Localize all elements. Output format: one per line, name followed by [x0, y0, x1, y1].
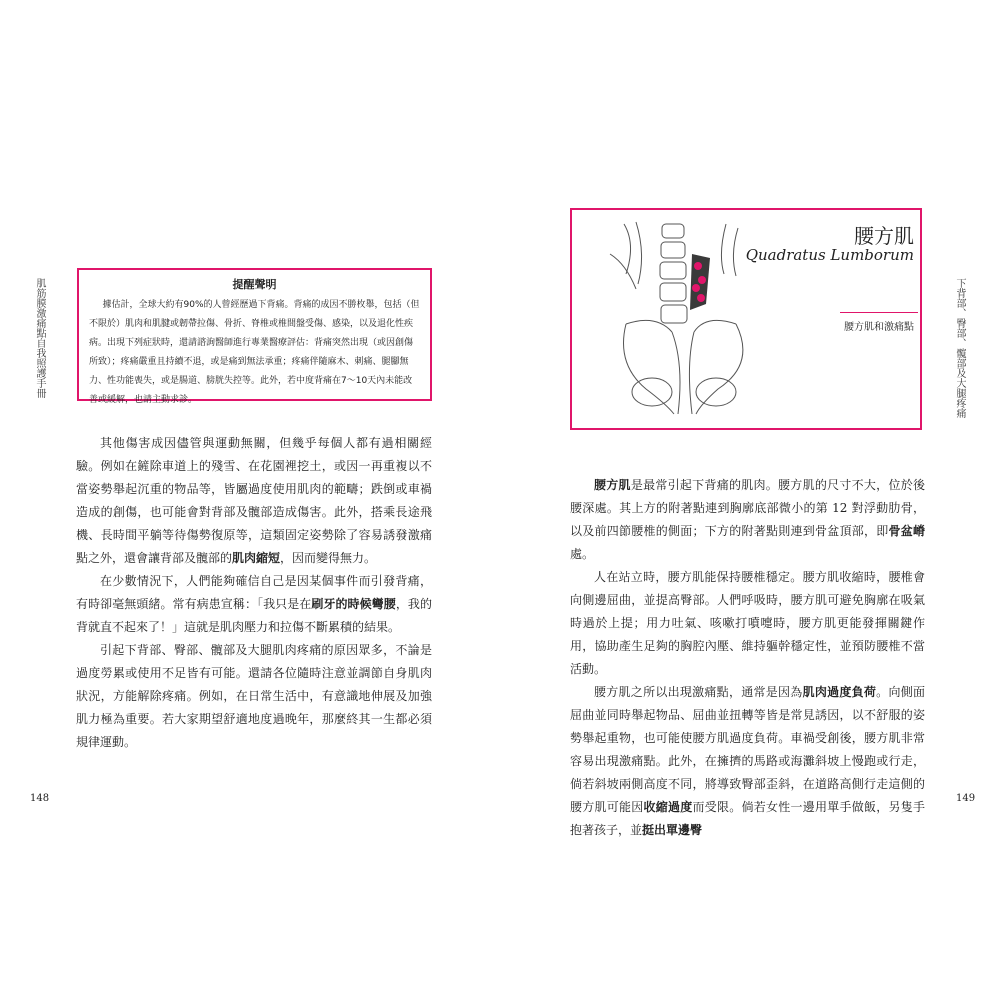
anatomy-figure: [570, 208, 922, 430]
paragraph: 其他傷害成因儘管與運動無關，但幾乎每個人都有過相關經驗。例如在鏟除車道上的殘雪、在花園裡挖土，或因一再重複以不當姿勢舉起沉重的物品等，皆屬過度使用肌肉的範疇；跌倒或車禍造成的創傷，也可能會對背部及髖部造成傷害。此外，搭乘長途飛機、長時間平躺等待傷勢復原等，這類固定姿勢除了容易誘發激痛點之外，還會讓背部及髖部的肌肉縮短，因而變得無力。: [76, 436, 432, 565]
paragraph: 腰方肌是最常引起下背痛的肌肉。腰方肌的尺寸不大，位於後腰深處。其上方的附著點連到胸廓底部微小的第 12 對浮動肋骨，以及前四節腰椎的側面；下方的附著點則連到骨盆頂部，即骨盆嵴處。: [570, 478, 925, 561]
legend-divider: [840, 312, 918, 313]
paragraph: 人在站立時，腰方肌能保持腰椎穩定。腰方肌收縮時，腰椎會向側邊屈曲，並提高臀部。人們呼吸時，腰方肌可避免胸廓在吸氣時過於上提；用力吐氣、咳嗽打噴嚏時，腰方肌更能發揮關鍵作用，協助產生足夠的胸腔內壓、維持軀幹穩定性，並預防腰椎不當活動。: [570, 570, 925, 676]
emphasis: 肌肉縮短: [232, 551, 281, 565]
trigger-point-icon: [692, 284, 700, 292]
running-head-left: 肌筋膜激痛點自我照護手冊: [34, 278, 45, 398]
trigger-point-icon: [694, 262, 702, 270]
trigger-point-icon: [697, 294, 705, 302]
emphasis: 肌肉過度負荷: [802, 685, 877, 699]
notice-box: [77, 268, 432, 405]
figure-title-zh: 腰方肌: [854, 224, 914, 248]
paragraph: 腰方肌之所以出現激痛點，通常是因為肌肉過度負荷。向側面屈曲並同時舉起物品、屈曲並扭轉等皆是常見誘因，以不舒服的姿勢舉起重物，也可能使腰方肌過度負荷。車禍受創後，腰方肌非常容易出現激痛點。此外，在擁擠的馬路或海灘斜坡上慢跑或行走，倘若斜坡兩側高度不同，將導致臀部歪斜，在道路高側行走這側的腰方肌可能因收縮過度而受限。倘若女性一邊用單手做飯，另隻手抱著孩子，並挺出單邊臀: [570, 685, 925, 837]
paragraph: 引起下背部、臀部、髖部及大腿肌肉疼痛的原因眾多，不論是過度勞累或使用不足皆有可能。還請各位隨時注意並調節自身肌肉狀況，方能解除疼痛。例如，在日常生活中，有意識地伸展及加強肌力極為重要。若大家期望舒適地度過晚年，那麼終其一生都必須規律運動。: [76, 643, 432, 749]
lumbar-spine-illustration: [606, 214, 766, 426]
figure-legend: 腰方肌和激痛點: [844, 322, 914, 333]
emphasis: 腰方肌: [594, 478, 631, 492]
right-page: [500, 0, 1000, 1000]
trigger-point-icon: [698, 276, 706, 284]
paragraph: 在少數情況下，人們能夠確信自己是因某個事件而引發背痛，有時卻毫無頭緒。常有病患宣稱：「我只是在刷牙的時候彎腰，我的背就直不起來了！」這就是肌肉壓力和拉傷不斷累積的結果。: [76, 574, 432, 634]
page-number-left: 148: [30, 793, 50, 804]
emphasis: 刷牙的時候彎腰: [311, 597, 396, 611]
notice-body: 據估計，全球大約有90%的人曾經歷過下背痛。背痛的成因不勝枚舉，包括（但不限於）肌肉和肌腱或韌帶拉傷、骨折、脊椎或椎間盤受傷、感染，以及退化性疾病。出現下列症狀時，還請諮詢醫師進行專業醫療評估：背痛突然出現（或因創傷所致）；疼痛嚴重且持續不退，或是痛到無法承重；疼痛伴隨麻木、刺痛、腿腳無力、性功能喪失，或是腸道、膀胱失控等。此外，若中度背痛在7～10天內未能改善或緩解，也請主動求診。: [89, 300, 420, 405]
left-body-text: [76, 432, 432, 754]
emphasis: 收縮過度: [643, 800, 693, 814]
figure-title-en: Quadratus Lumborum: [745, 246, 914, 264]
notice-title: 提醒聲明: [232, 278, 277, 291]
running-head-right: 下背部、臀部、髖部及大腿疼痛: [954, 278, 965, 418]
emphasis: 挺出單邊臀: [642, 823, 703, 837]
page-number-right: 149: [956, 793, 976, 804]
emphasis: 骨盆嵴: [888, 524, 925, 538]
right-body-text: [570, 474, 925, 842]
